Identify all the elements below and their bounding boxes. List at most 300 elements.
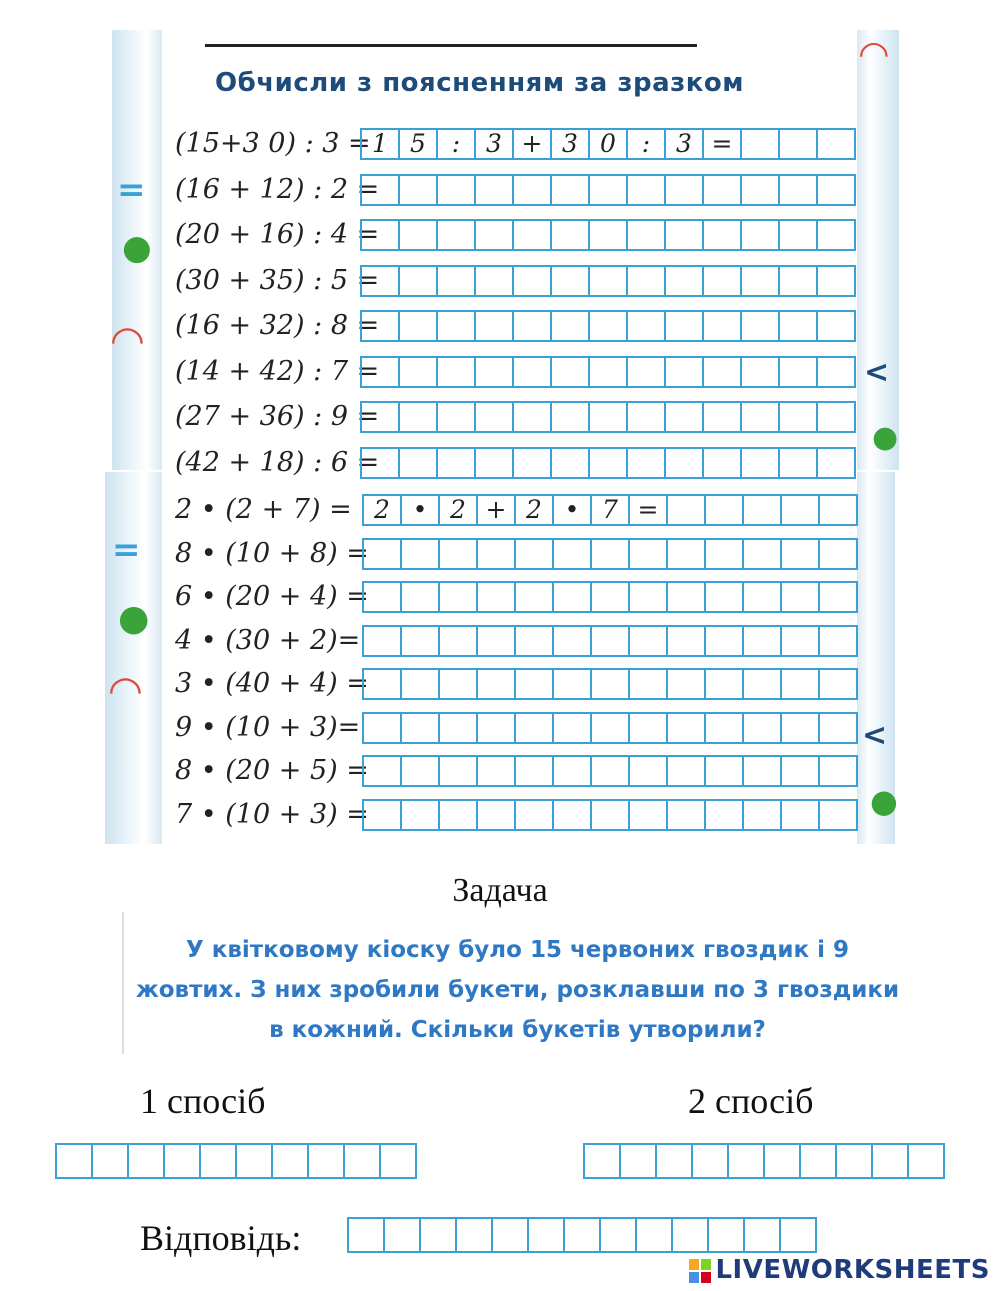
answer-cell[interactable] (742, 403, 780, 431)
answer-cell[interactable] (364, 540, 402, 568)
answer-cell[interactable] (516, 757, 554, 785)
answer-cell[interactable] (780, 176, 818, 204)
answer-cell[interactable] (476, 358, 514, 386)
answer-cell[interactable] (364, 670, 402, 698)
answer-cell[interactable] (552, 449, 590, 477)
answer-cell[interactable] (400, 403, 438, 431)
answer-cell[interactable] (476, 312, 514, 340)
answer-cell[interactable] (362, 403, 400, 431)
answer-cell[interactable] (780, 267, 818, 295)
answer-cell[interactable] (400, 267, 438, 295)
answer-cell[interactable] (668, 583, 706, 611)
answer-grid[interactable] (360, 174, 856, 206)
answer-cell[interactable] (706, 583, 744, 611)
answer-cell[interactable] (362, 176, 400, 204)
answer-cell[interactable] (440, 714, 478, 742)
answer-cell[interactable] (478, 714, 516, 742)
answer-cell[interactable] (592, 627, 630, 655)
answer-cell[interactable] (818, 130, 854, 158)
answer-cell[interactable] (820, 496, 856, 524)
answer-cell[interactable] (57, 1145, 93, 1177)
answer-cell[interactable] (693, 1145, 729, 1177)
answer-cell[interactable] (514, 221, 552, 249)
answer-cell[interactable] (402, 583, 440, 611)
answer-cell[interactable]: 0 (590, 130, 628, 158)
left-decor-strip-lower (105, 472, 162, 844)
answer-cell[interactable] (400, 449, 438, 477)
answer-cell[interactable] (820, 801, 856, 829)
page-title: Обчисли з поясненням за зразком (215, 68, 744, 98)
answer-cell[interactable] (552, 312, 590, 340)
answer-cell[interactable] (668, 757, 706, 785)
answer-cell[interactable] (364, 627, 402, 655)
answer-cell[interactable] (744, 627, 782, 655)
expression-label: (16 + 12) : 2 = (175, 173, 380, 205)
answer-cell[interactable] (666, 403, 704, 431)
task-text: У квітковому кіоску було 15 червоних гвоздик і 9 жовтих. З них зробили букети, розклавши по 3 гвоздики в кожний. Скільки букетів утворили? (135, 937, 900, 1043)
answer-cell[interactable]: 2 (364, 496, 402, 524)
answer-cell[interactable] (478, 583, 516, 611)
answer-cell[interactable] (782, 496, 820, 524)
answer-cell[interactable] (440, 627, 478, 655)
answer-cell[interactable] (820, 714, 856, 742)
equals-icon: = (112, 530, 141, 570)
answer-cell[interactable] (630, 540, 668, 568)
answer-cell[interactable] (837, 1145, 873, 1177)
answer-cell[interactable] (93, 1145, 129, 1177)
answer-cell[interactable] (493, 1219, 529, 1251)
answer-cell[interactable] (129, 1145, 165, 1177)
answer-cell[interactable] (765, 1145, 801, 1177)
answer-cell[interactable]: : (438, 130, 476, 158)
answer-cell[interactable]: = (704, 130, 742, 158)
answer-cell[interactable] (630, 714, 668, 742)
answer-cell[interactable]: 3 (476, 130, 514, 158)
answer-cell[interactable] (478, 801, 516, 829)
answer-cell[interactable] (516, 583, 554, 611)
task-heading: Задача (452, 872, 548, 909)
answer-cell[interactable] (745, 1219, 781, 1251)
answer-cell[interactable] (592, 714, 630, 742)
answer-cell[interactable]: 1 (362, 130, 400, 158)
answer-grid[interactable] (362, 712, 858, 744)
expression-label: (42 + 18) : 6 = (175, 446, 380, 478)
answer-cell[interactable] (820, 670, 856, 698)
answer-cell[interactable] (744, 496, 782, 524)
answer-cell[interactable] (476, 267, 514, 295)
answer-cell[interactable] (516, 801, 554, 829)
answer-cell[interactable] (478, 627, 516, 655)
answer-cell[interactable] (554, 801, 592, 829)
answer-cell[interactable]: 5 (400, 130, 438, 158)
answer-cell[interactable] (457, 1219, 493, 1251)
expression-label: (30 + 35) : 5 = (175, 264, 380, 296)
answer-cell[interactable] (552, 221, 590, 249)
answer-cell[interactable] (601, 1219, 637, 1251)
method1-answer-grid[interactable] (55, 1143, 417, 1179)
answer-cell[interactable] (440, 583, 478, 611)
answer-cell[interactable]: 7 (592, 496, 630, 524)
answer-grid[interactable] (362, 494, 858, 526)
answer-cell[interactable] (438, 221, 476, 249)
answer-cell[interactable] (438, 176, 476, 204)
answer-cell[interactable] (668, 540, 706, 568)
less-than-icon: < (864, 355, 890, 390)
answer-cell[interactable] (438, 403, 476, 431)
answer-cell[interactable] (552, 176, 590, 204)
answer-grid[interactable] (362, 799, 858, 831)
expression-label: 8 • (10 + 8) = (175, 537, 369, 569)
answer-cell[interactable] (704, 358, 742, 386)
answer-cell[interactable] (744, 583, 782, 611)
answer-cell[interactable] (309, 1145, 345, 1177)
answer-cell[interactable] (592, 583, 630, 611)
answer-grid[interactable] (360, 219, 856, 251)
answer-cell[interactable] (666, 267, 704, 295)
answer-cell[interactable] (706, 670, 744, 698)
answer-cell[interactable] (478, 540, 516, 568)
answer-cell[interactable] (780, 449, 818, 477)
answer-cell[interactable] (621, 1145, 657, 1177)
answer-cell[interactable] (402, 801, 440, 829)
answer-cell[interactable] (782, 757, 820, 785)
answer-cell[interactable] (590, 403, 628, 431)
answer-cell[interactable] (744, 801, 782, 829)
answer-cell[interactable] (516, 540, 554, 568)
rainbow-icon: ◠ (112, 318, 143, 364)
final-answer-grid[interactable] (347, 1217, 817, 1253)
answer-cell[interactable]: + (514, 130, 552, 158)
answer-cell[interactable] (628, 221, 666, 249)
answer-cell[interactable] (673, 1219, 709, 1251)
method2-label: 2 спосіб (688, 1081, 814, 1121)
answer-cell[interactable] (666, 312, 704, 340)
answer-cell[interactable] (818, 449, 854, 477)
rainbow-icon: ◠ (860, 34, 888, 75)
answer-cell[interactable] (744, 540, 782, 568)
answer-cell[interactable] (529, 1219, 565, 1251)
answer-cell[interactable] (668, 801, 706, 829)
answer-cell[interactable] (554, 714, 592, 742)
answer-cell[interactable] (706, 627, 744, 655)
answer-cell[interactable] (440, 757, 478, 785)
answer-cell[interactable] (592, 757, 630, 785)
answer-cell[interactable] (440, 540, 478, 568)
answer-cell[interactable] (565, 1219, 601, 1251)
answer-cell[interactable] (668, 627, 706, 655)
answer-cell[interactable] (402, 714, 440, 742)
answer-cell[interactable] (818, 312, 854, 340)
answer-cell[interactable] (402, 627, 440, 655)
answer-cell[interactable] (818, 403, 854, 431)
green-circle-icon: ● (122, 228, 152, 268)
answer-cell[interactable] (820, 757, 856, 785)
answer-grid[interactable] (362, 755, 858, 787)
answer-cell[interactable] (381, 1145, 417, 1177)
answer-cell[interactable] (704, 221, 742, 249)
answer-cell[interactable] (780, 130, 818, 158)
answer-cell[interactable] (400, 312, 438, 340)
less-than-icon: < (862, 718, 888, 753)
answer-cell[interactable] (364, 757, 402, 785)
answer-cell[interactable] (818, 176, 854, 204)
answer-cell[interactable] (706, 757, 744, 785)
answer-cell[interactable] (801, 1145, 837, 1177)
answer-cell[interactable] (364, 801, 402, 829)
answer-cell[interactable] (628, 312, 666, 340)
answer-grid[interactable] (360, 356, 856, 388)
name-line (205, 44, 697, 47)
answer-cell[interactable] (780, 221, 818, 249)
answer-cell[interactable] (552, 267, 590, 295)
answer-cell[interactable]: : (628, 130, 666, 158)
answer-cell[interactable] (704, 176, 742, 204)
expression-label: (20 + 16) : 4 = (175, 219, 380, 250)
answer-cell[interactable] (780, 403, 818, 431)
answer-cell[interactable] (909, 1145, 945, 1177)
answer-cell[interactable] (400, 176, 438, 204)
answer-cell[interactable]: = (630, 496, 668, 524)
answer-cell[interactable] (362, 449, 400, 477)
answer-cell[interactable] (590, 221, 628, 249)
answer-cell[interactable] (818, 221, 854, 249)
answer-cell[interactable] (704, 449, 742, 477)
answer-cell[interactable] (478, 670, 516, 698)
answer-cell[interactable] (666, 221, 704, 249)
answer-cell[interactable] (590, 449, 628, 477)
expression-label: (27 + 36) : 9 = (175, 401, 380, 432)
answer-cell[interactable] (706, 801, 744, 829)
answer-cell[interactable] (742, 449, 780, 477)
answer-cell[interactable] (438, 449, 476, 477)
equals-icon: = (117, 170, 146, 210)
answer-cell[interactable] (820, 583, 856, 611)
answer-cell[interactable] (201, 1145, 237, 1177)
answer-cell[interactable] (514, 176, 552, 204)
answer-cell[interactable] (554, 583, 592, 611)
answer-cell[interactable] (818, 358, 854, 386)
expression-label: 8 • (20 + 5) = (175, 755, 369, 786)
answer-cell[interactable] (666, 176, 704, 204)
expression-label: 4 • (30 + 2)= (175, 624, 361, 656)
answer-cell[interactable] (514, 358, 552, 386)
answer-cell[interactable] (744, 670, 782, 698)
answer-cell[interactable] (438, 267, 476, 295)
answer-cell[interactable] (478, 757, 516, 785)
answer-cell[interactable] (590, 358, 628, 386)
answer-grid[interactable] (362, 668, 858, 700)
answer-cell[interactable] (385, 1219, 421, 1251)
answer-cell[interactable] (554, 757, 592, 785)
answer-cell[interactable] (637, 1219, 673, 1251)
expression-label: (15+3 0) : 3 = (175, 128, 371, 159)
answer-cell[interactable] (742, 267, 780, 295)
answer-cell[interactable] (820, 627, 856, 655)
answer-cell[interactable] (706, 540, 744, 568)
answer-cell[interactable] (630, 670, 668, 698)
answer-grid[interactable] (362, 581, 858, 613)
answer-cell[interactable] (742, 358, 780, 386)
answer-cell[interactable] (781, 1219, 817, 1251)
answer-cell[interactable] (657, 1145, 693, 1177)
answer-cell[interactable] (742, 130, 780, 158)
answer-cell[interactable] (782, 540, 820, 568)
expression-label: 9 • (10 + 3)= (175, 711, 361, 743)
answer-cell[interactable] (554, 670, 592, 698)
answer-cell[interactable] (742, 221, 780, 249)
answer-cell[interactable] (744, 714, 782, 742)
answer-cell[interactable] (362, 312, 400, 340)
answer-cell[interactable] (630, 627, 668, 655)
answer-cell[interactable] (628, 267, 666, 295)
answer-cell[interactable] (237, 1145, 273, 1177)
answer-cell[interactable] (628, 176, 666, 204)
answer-grid[interactable] (360, 447, 856, 479)
answer-cell[interactable] (273, 1145, 309, 1177)
logo-icon (689, 1259, 711, 1283)
answer-cell[interactable] (706, 714, 744, 742)
green-circle-icon: ● (872, 420, 899, 455)
brand-text: LIVEWORKSHEETS (715, 1255, 990, 1285)
answer-cell[interactable] (782, 801, 820, 829)
answer-cell[interactable] (514, 449, 552, 477)
answer-cell[interactable] (476, 221, 514, 249)
answer-cell[interactable] (440, 670, 478, 698)
answer-grid[interactable] (360, 310, 856, 342)
answer-cell[interactable] (402, 670, 440, 698)
answer-cell[interactable] (554, 540, 592, 568)
answer-cell[interactable] (782, 583, 820, 611)
answer-grid[interactable] (360, 401, 856, 433)
answer-cell[interactable] (742, 176, 780, 204)
answer-cell[interactable] (592, 801, 630, 829)
rainbow-icon: ◠ (110, 668, 141, 714)
answer-cell[interactable] (364, 583, 402, 611)
answer-cell[interactable] (400, 358, 438, 386)
answer-cell[interactable] (628, 403, 666, 431)
answer-cell[interactable] (630, 583, 668, 611)
answer-cell[interactable] (516, 627, 554, 655)
expression-label: 7 • (10 + 3) = (175, 798, 369, 830)
answer-cell[interactable] (668, 714, 706, 742)
green-circle-icon: ● (870, 782, 898, 820)
answer-cell[interactable] (818, 267, 854, 295)
answer-cell[interactable] (592, 670, 630, 698)
answer-cell[interactable] (666, 358, 704, 386)
answer-cell[interactable] (704, 312, 742, 340)
expression-label: 3 • (40 + 4) = (175, 668, 369, 699)
answer-cell[interactable] (476, 176, 514, 204)
answer-cell[interactable]: + (478, 496, 516, 524)
answer-cell[interactable]: • (402, 496, 440, 524)
answer-cell[interactable] (782, 714, 820, 742)
green-circle-icon: ● (118, 598, 150, 639)
answer-cell[interactable] (704, 403, 742, 431)
answer-cell[interactable] (349, 1219, 385, 1251)
answer-cell[interactable] (440, 801, 478, 829)
answer-cell[interactable] (514, 312, 552, 340)
answer-cell[interactable] (628, 449, 666, 477)
brand-logo (689, 1255, 990, 1285)
answer-cell[interactable] (706, 496, 744, 524)
answer-cell[interactable] (585, 1145, 621, 1177)
answer-cell[interactable] (873, 1145, 909, 1177)
answer-grid[interactable] (362, 625, 858, 657)
answer-cell[interactable] (704, 267, 742, 295)
answer-cell[interactable] (476, 449, 514, 477)
answer-cell[interactable] (552, 358, 590, 386)
answer-cell[interactable] (782, 627, 820, 655)
answer-cell[interactable]: • (554, 496, 592, 524)
answer-cell[interactable] (438, 312, 476, 340)
answer-cell[interactable] (514, 403, 552, 431)
answer-cell[interactable] (590, 267, 628, 295)
answer-grid[interactable] (362, 538, 858, 570)
answer-cell[interactable] (552, 403, 590, 431)
answer-grid[interactable] (360, 128, 856, 160)
expression-label: 2 • (2 + 7) = (175, 494, 352, 525)
answer-cell[interactable] (729, 1145, 765, 1177)
answer-cell[interactable]: 3 (552, 130, 590, 158)
answer-cell[interactable] (364, 714, 402, 742)
expression-label: (16 + 32) : 8 = (175, 310, 380, 341)
answer-cell[interactable] (780, 358, 818, 386)
answer-cell[interactable] (820, 540, 856, 568)
answer-cell[interactable]: 3 (666, 130, 704, 158)
answer-cell[interactable] (782, 670, 820, 698)
answer-cell[interactable] (362, 221, 400, 249)
answer-cell[interactable] (668, 670, 706, 698)
task-divider (122, 912, 124, 1054)
answer-cell[interactable] (590, 312, 628, 340)
right-decor-strip (857, 30, 899, 470)
answer-cell[interactable] (345, 1145, 381, 1177)
answer-cell[interactable] (742, 312, 780, 340)
answer-cell[interactable] (514, 267, 552, 295)
method1-label: 1 спосіб (140, 1081, 266, 1121)
answer-cell[interactable] (476, 403, 514, 431)
answer-cell[interactable] (709, 1219, 745, 1251)
answer-cell[interactable] (362, 267, 400, 295)
expression-label: (14 + 42) : 7 = (175, 355, 380, 387)
answer-cell[interactable] (590, 176, 628, 204)
answer-cell[interactable] (744, 757, 782, 785)
answer-cell[interactable] (554, 627, 592, 655)
answer-cell[interactable] (402, 540, 440, 568)
answer-cell[interactable] (516, 670, 554, 698)
answer-cell[interactable]: 2 (440, 496, 478, 524)
answer-cell[interactable] (592, 540, 630, 568)
answer-cell[interactable] (402, 757, 440, 785)
answer-cell[interactable] (421, 1219, 457, 1251)
answer-grid[interactable] (360, 265, 856, 297)
expression-label: 6 • (20 + 4) = (175, 581, 369, 612)
answer-cell[interactable] (362, 358, 400, 386)
answer-cell[interactable]: 2 (516, 496, 554, 524)
answer-cell[interactable] (630, 757, 668, 785)
answer-cell[interactable] (165, 1145, 201, 1177)
method2-answer-grid[interactable] (583, 1143, 945, 1179)
answer-cell[interactable] (628, 358, 666, 386)
answer-label: Відповідь: (140, 1218, 302, 1258)
answer-cell[interactable] (666, 449, 704, 477)
answer-cell[interactable] (780, 312, 818, 340)
answer-cell[interactable] (668, 496, 706, 524)
answer-cell[interactable] (438, 358, 476, 386)
answer-cell[interactable] (630, 801, 668, 829)
answer-cell[interactable] (516, 714, 554, 742)
answer-cell[interactable] (400, 221, 438, 249)
